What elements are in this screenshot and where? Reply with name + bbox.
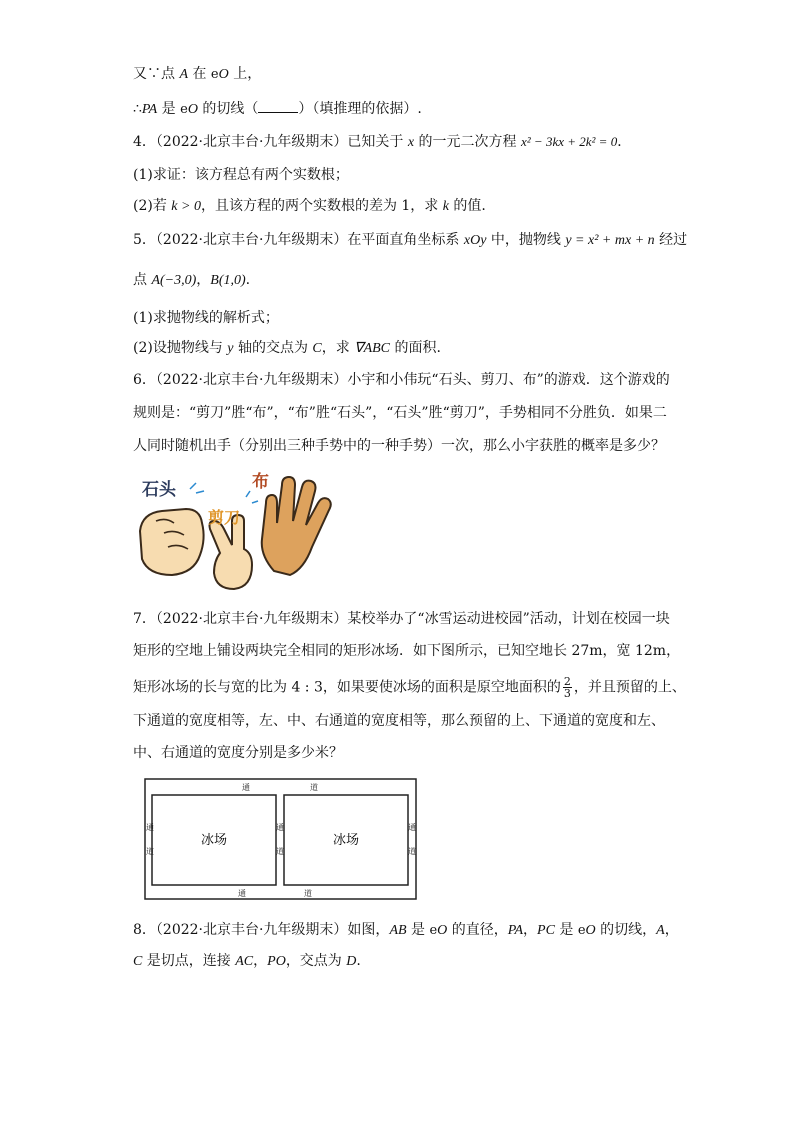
math-var: O [218,67,229,82]
question-7-line-5: 中、右通道的宽度分别是多少米？ [133,745,343,761]
question-6-line-3: 人同时随机出手（分别出三种手势中的一种手势）一次，那么小宇获胜的概率是多少？ [133,438,665,454]
question-6-line-1: 6．（2022·北京丰台·九年级期末）小宇和小伟玩“石头、剪刀、布”的游戏．这个游戏的 [133,372,670,388]
text: . [356,953,361,969]
math-var: C [133,954,143,969]
text: (2)设抛物线与 [133,340,228,356]
question-5-part-2 [133,338,441,359]
rock-label: 石头 [142,480,176,500]
text: ，并且预留的上、 [573,679,686,696]
circle-symbol: e [577,923,586,938]
math-var: PA [507,923,524,938]
passage-label: 通 [242,783,250,792]
question-8-line-1 [133,920,679,941]
text: ）（填推理的依据）. [298,101,422,117]
math-expr: k > 0 [171,199,201,214]
text: 是 [554,922,578,938]
text: 的切线， [595,922,657,938]
math-var: y [227,341,234,356]
text: 是切点，连接 [142,953,236,969]
passage-label: 道 [276,847,284,856]
text: 是 [157,101,181,117]
question-7-line-3 [133,676,686,699]
text: 的一元二次方程 [414,134,522,150]
text: 点 [133,272,152,288]
scissors-label: 剪刀 [208,508,241,527]
text: 的直径， [447,922,508,938]
text: 是 [406,922,430,938]
math-var: A [179,67,189,82]
question-4-stem [133,132,631,153]
math-var: O [437,923,448,938]
text: 上， [228,66,262,82]
point-a: A(−3,0) [151,273,197,288]
math-var: O [187,102,198,117]
math-var: AB [389,923,407,938]
equation: x² − 3kx + 2k² = 0 [521,134,618,149]
math-var: AC [235,954,254,969]
math-var: PA [141,102,158,117]
passage-label: 通 [146,823,154,832]
math-var: PC [537,923,555,938]
text: 的切线（ [197,101,259,117]
passage-label: 通 [238,889,246,898]
question-8-line-2 [133,951,361,972]
rink-right-label: 冰场 [332,833,360,848]
text: ． [617,134,632,150]
math-var: k [442,199,449,214]
rink-left-label: 冰场 [200,833,228,848]
question-7-line-4: 下通道的宽度相等，左、中、右通道的宽度相等，那么预留的上、下通道的宽度和左、 [133,713,665,729]
question-4-part-1: (1)求证：该方程总有两个实数根； [133,167,349,183]
circle-symbol: e [210,67,219,82]
point-b: B(1,0) [210,273,246,288]
text: 在 [188,66,211,82]
text: ，求 [321,340,355,356]
text: ，且该方程的两个实数根的差为 1，求 [200,198,443,214]
circle-symbol: e [180,102,188,117]
circle-symbol: e [429,923,438,938]
passage-label: 道 [304,889,312,898]
question-5-stem [133,230,687,251]
text: (2)若 [133,198,172,214]
text: ， [196,272,211,288]
text: 轴的交点为 [233,340,313,356]
text: ， [664,922,679,938]
math-var: x [407,135,415,150]
math-var: A [656,923,665,938]
fist-icon [140,509,204,575]
text: 的值. [448,198,486,214]
passage-label: 通 [408,823,416,832]
text: ，交点为 [285,953,347,969]
text: 矩形冰场的长与宽的比为 4 : 3，如果要使冰场的面积是原空地面积的 [133,679,561,696]
paper-label: 布 [252,472,269,492]
passage-label: 道 [310,783,318,792]
question-4-part-2 [133,196,486,217]
fraction-numerator: 2 [563,675,571,688]
math-var: O [585,923,596,938]
question-7-line-2: 矩形的空地上铺设两块完全相同的矩形冰场．如下图所示，已知空地长 27m，宽 12m， [133,643,681,659]
proof-line-a-on-circle [133,64,261,85]
passage-label: 道 [146,847,154,856]
text: 8．（2022·北京丰台·九年级期末）如图， [133,922,390,938]
passage-label: 道 [408,847,416,856]
question-6-line-2: 规则是：“剪刀”胜“布”，“布”胜“石头”，“石头”胜“剪刀”，手势相同不分胜负．如果二 [133,405,667,421]
triangle-name: ∇ABC [354,341,391,356]
text: 4．（2022·北京丰台·九年级期末）已知关于 [133,134,408,150]
text: 又∵点 [133,66,180,82]
question-5-part-1: (1)求抛物线的解析式； [133,310,279,326]
math-var: PO [267,954,286,969]
fill-in-blank[interactable] [258,98,298,113]
question-7-line-1: 7．（2022·北京丰台·九年级期末）某校举办了“冰雪运动进校园”活动，计划在校园一块 [133,611,670,627]
proof-line-tangent [133,98,422,120]
ice-rink-diagram [144,778,417,900]
math-var: C [312,341,322,356]
text: . [245,272,251,288]
text: 的面积. [390,340,441,356]
math-var: xOy [463,233,487,248]
fraction-two-thirds [563,676,572,699]
rock-paper-scissors-illustration [134,463,334,593]
math-var: D [346,954,357,969]
question-5-points [133,270,250,291]
text: ， [253,953,268,969]
passage-label: 通 [276,823,284,832]
equation: y = x² + mx + n [565,233,655,248]
fraction-denominator: 3 [563,687,571,700]
text: 经过 [654,232,688,248]
text: 中，抛物线 [486,232,566,248]
therefore-symbol: ∴ [133,101,142,117]
text: 5．（2022·北京丰台·九年级期末）在平面直角坐标系 [133,232,464,248]
text: ， [523,922,538,938]
